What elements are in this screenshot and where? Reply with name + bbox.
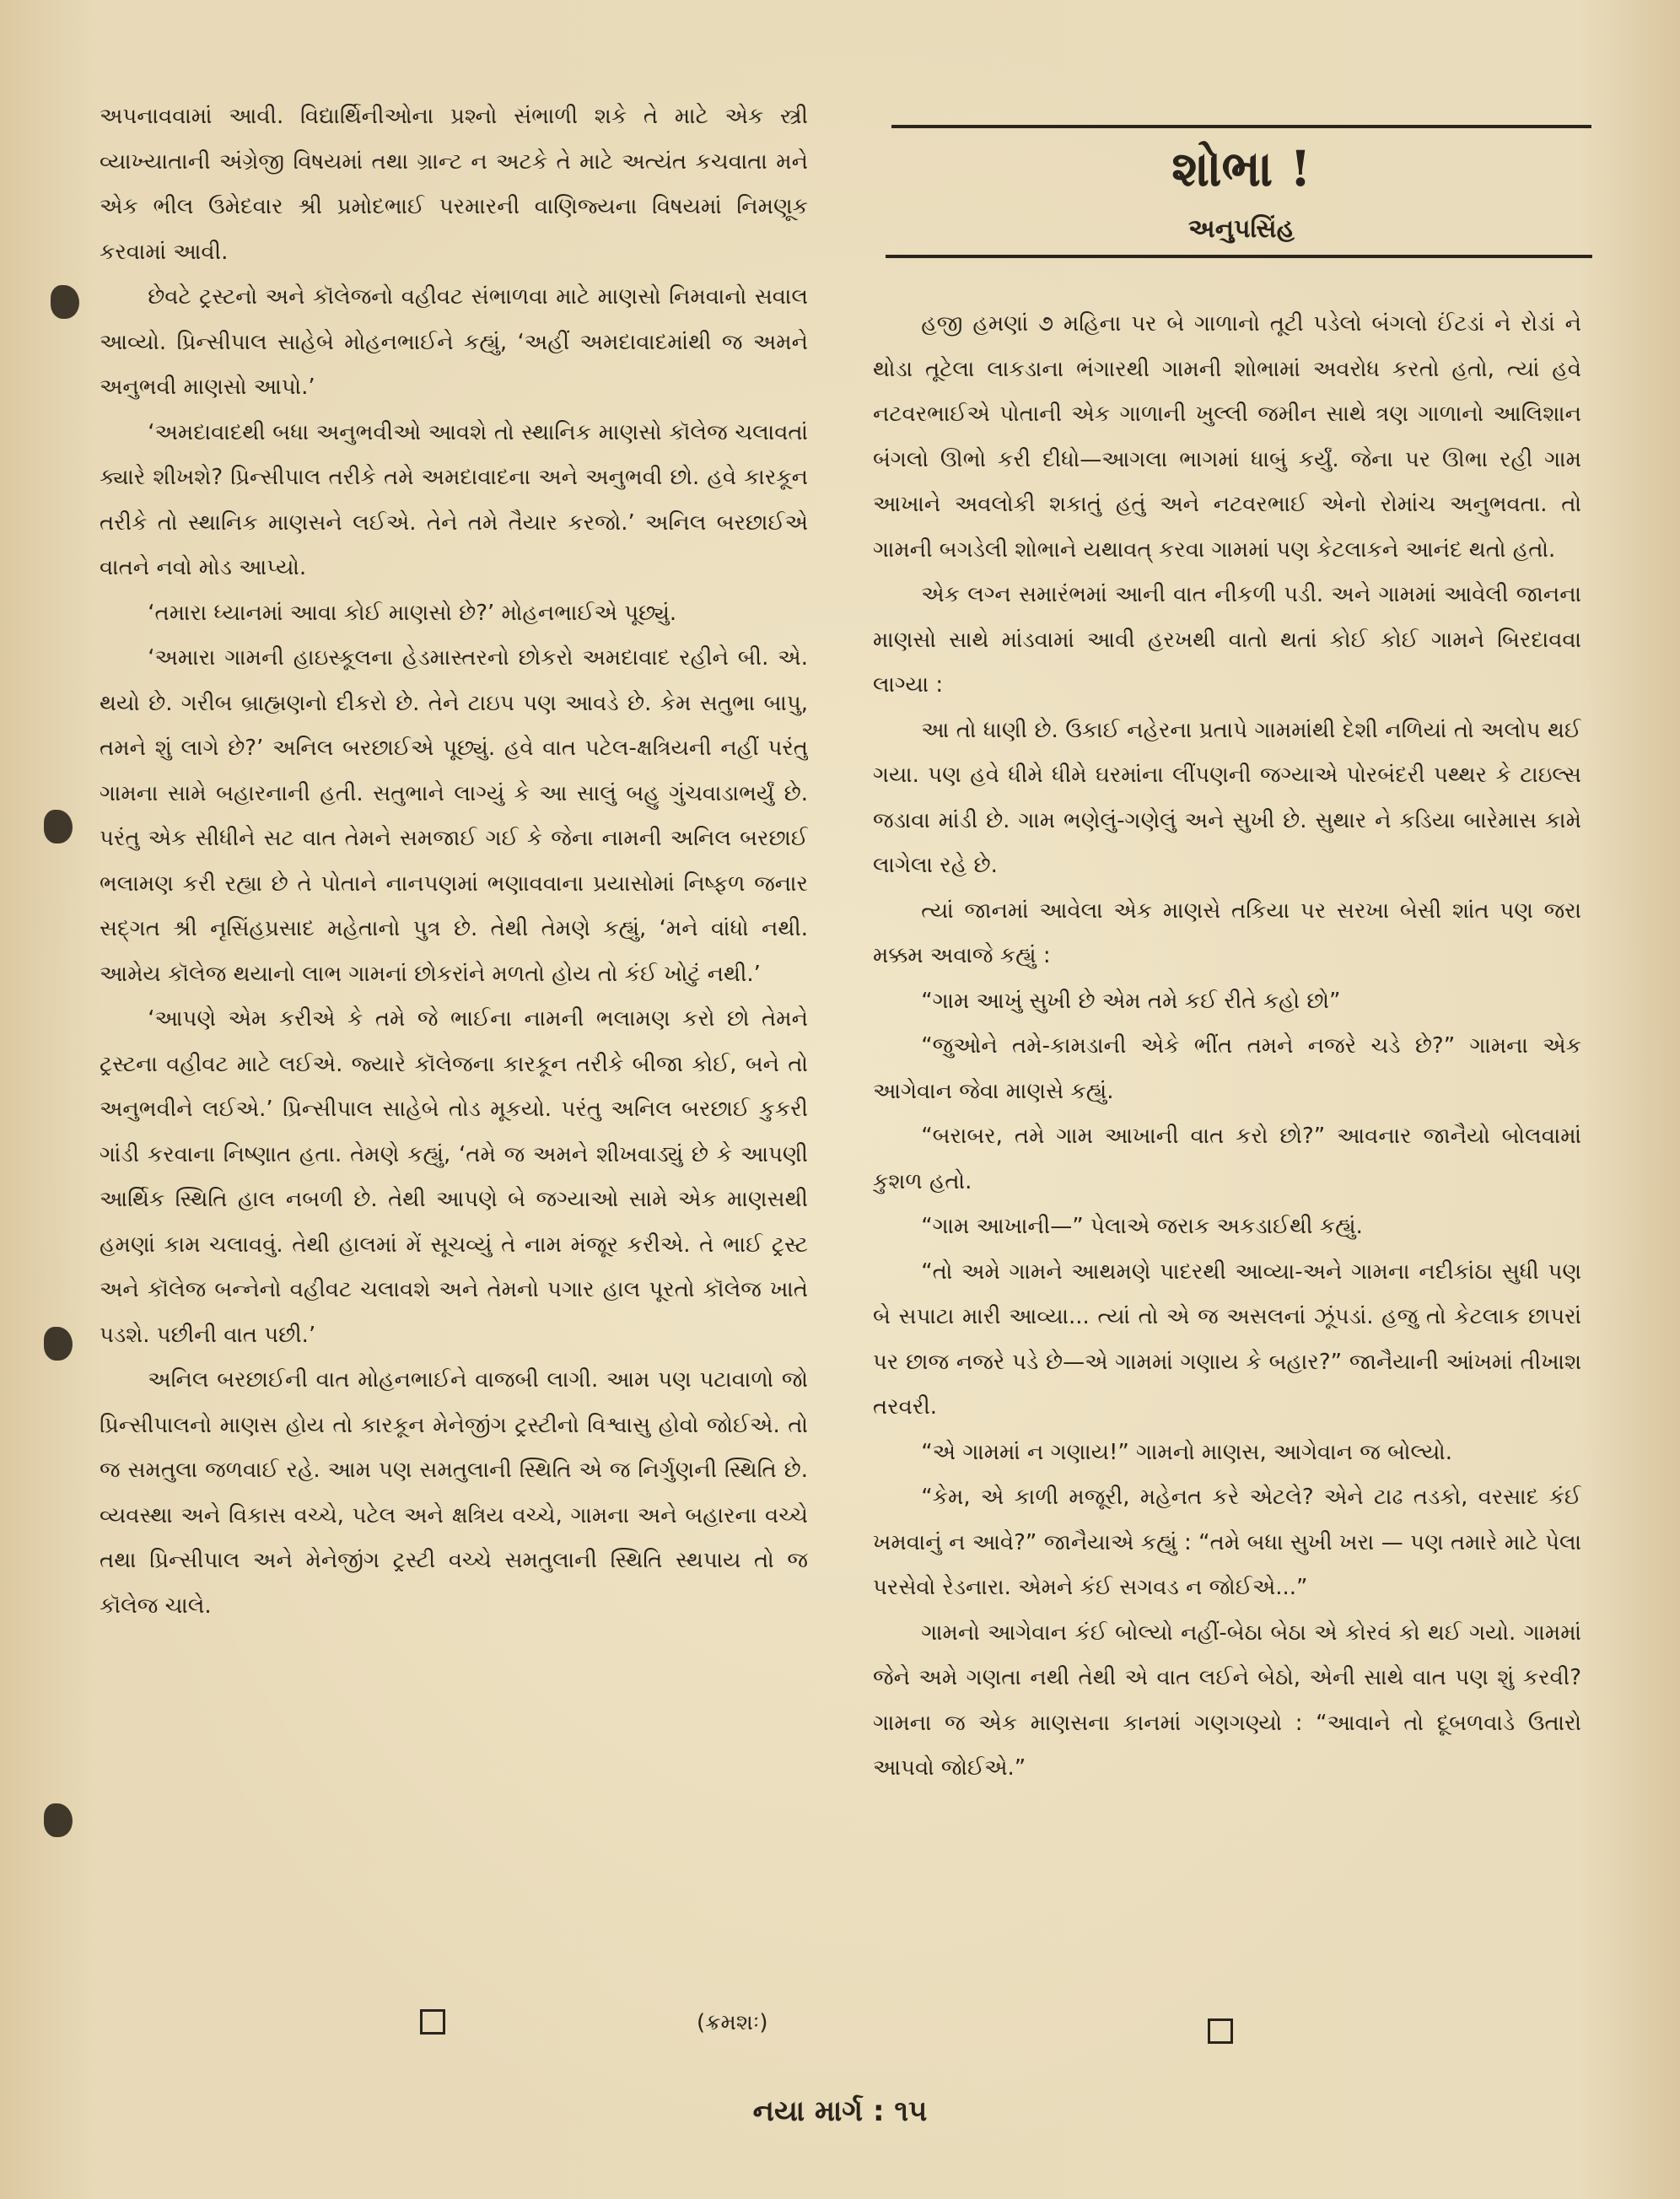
- paragraph: “જુઓને તમે-કામડાની એકે ભીંત તમને નજરે ચડે છે?” ગામના એક આગેવાન જેવા માણસે કહ્યું.: [873, 1033, 1581, 1104]
- title-rule-top: [891, 125, 1591, 128]
- story-author: અનુપસિંહ: [1188, 214, 1295, 244]
- binding-hole: [44, 1803, 73, 1837]
- story-title: શોભા !: [1171, 140, 1311, 197]
- paragraph: ગામનો આગેવાન કંઈ બોલ્યો નહીં-બેઠા બેઠા એ કોરવં કો થઈ ગયો. ગામમાં જેને અમે ગણતા નથી તેથી એ વાત લઈને બેઠો, એની સાથે વાત પણ શું કરવી? ગામના જ એક માણસના કાનમાં ગણગણ્યો : “આવાને તો દૂબળવાડે ઉતારો આપવો જોઈએ.”: [873, 1620, 1581, 1781]
- paragraph: “ગામ આખું સુખી છે એમ તમે કઈ રીતે કહો છો”: [921, 988, 1341, 1014]
- paragraph: અપનાવવામાં આવી. વિદ્યાર્થિનીઓના પ્રશ્નો સંભાળી શકે તે માટે એક સ્ત્રી વ્યાખ્યાતાની અંગ્રેજી વિષયમાં તથા ગ્રાન્ટ ન અટકે તે માટે અત્યંત કચવાતા મને એક ભીલ ઉમેદવાર શ્રી પ્રમોદભાઈ પરમારની વાણિજ્યના વિષયમાં નિમણૂક કરવામાં આવી.: [100, 104, 808, 265]
- right-column-text: [873, 302, 1581, 2014]
- end-mark-box: [1208, 2018, 1233, 2044]
- paragraph: ‘આપણે એમ કરીએ કે તમે જે ભાઈના નામની ભલામણ કરો છો તેમને ટ્રસ્ટના વહીવટ માટે લઈએ. જ્યારે કૉલેજના કારકૂન તરીકે બીજા કોઈ, બને તો અનુભવીને લઈએ.’ પ્રિન્સીપાલ સાહેબે તોડ મૂકયો. પરંતુ અનિલ બરછાઈ કુકરી ગાંડી કરવાના નિષ્ણાત હતા. તેમણે કહ્યું, ‘તમે જ અમને શીખવાડ્યું છે કે આપણી આર્થિક સ્થિતિ હાલ નબળી છે. તેથી આપણે બે જગ્યાઓ સામે એક માણસથી હમણાં કામ ચલાવવું. તેથી હાલમાં મેં સૂચવ્યું તે નામ મંજૂર કરીએ. તે ભાઈ ટ્રસ્ટ અને કૉલેજ બન્નેનો વહીવટ ચલાવશે અને તેમનો પગાર હાલ પૂરતો કૉલેજ ખાતે પડશે. પછીની વાત પછી.’: [100, 1006, 808, 1348]
- paragraph: ‘તમારા ધ્યાનમાં આવા કોઈ માણસો છે?’ મોહનભાઈએ પૂછ્યું.: [148, 600, 677, 626]
- paragraph: છેવટે ટ્રસ્ટનો અને કૉલેજનો વહીવટ સંભાળવા માટે માણસો નિમવાનો સવાલ આવ્યો. પ્રિન્સીપાલ સાહેબે મોહનભાઈને કહ્યું, ‘અહીં અમદાવાદમાંથી જ અમને અનુભવી માણસો આપો.’: [100, 284, 808, 400]
- end-mark-box: [420, 2009, 445, 2035]
- paragraph: ‘અમદાવાદથી બધા અનુભવીઓ આવશે તો સ્થાનિક માણસો કૉલેજ ચલાવતાં ક્યારે શીખશે? પ્રિન્સીપાલ તરીકે તમે અમદાવાદના અને અનુભવી છો. હવે કારકૂન તરીકે તો સ્થાનિક માણસને લઈએ. તેને તમે તૈયાર કરજો.’ અનિલ બરછાઈએ વાતને નવો મોડ આપ્યો.: [100, 419, 808, 580]
- paragraph: “એ ગામમાં ન ગણાય!” ગામનો માણસ, આગેવાન જ બોલ્યો.: [921, 1439, 1453, 1465]
- left-column-text: [100, 94, 808, 2085]
- binding-hole: [44, 1327, 73, 1361]
- page-footer: નયા માર્ગ : ૧૫: [752, 2094, 928, 2128]
- paragraph: આ તો ધાણી છે. ઉકાઈ નહેરના પ્રતાપે ગામમાંથી દેશી નળિયાં તો અલોપ થઈ ગયા. પણ હવે ધીમે ધીમે ઘરમાંના લીંપણની જગ્યાએ પોરબંદરી પથ્થર કે ટાઇલ્સ જડાવા માંડી છે. ગામ ભણેલું-ગણેલું અને સુખી છે. સુથાર ને કડિયા બારેમાસ કામે લાગેલા રહે છે.: [873, 717, 1581, 878]
- paragraph: “કેમ, એ કાળી મજૂરી, મહેનત કરે એટલે? એને ટાઢ તડકો, વરસાદ કંઈ ખમવાનું ન આવે?” જાનૈયાએ કહ્યું : “તમે બધા સુખી ખરા — પણ તમારે માટે પેલા પરસેવો રેડનારા. એમને કંઈ સગવડ ન જોઈએ...”: [873, 1485, 1581, 1600]
- paragraph: “તો અમે ગામને આથમણે પાદરથી આવ્યા-અને ગામના નદીકાંઠા સુધી પણ બે સપાટા મારી આવ્યા... ત્યાં તો એ જ અસલનાં ઝૂંપડાં. હજુ તો કેટલાક છાપરાં પર છાજ નજરે પડે છે—એ ગામમાં ગણાય કે બહાર?” જાનૈયાની આંખમાં તીખાશ તરવરી.: [873, 1258, 1581, 1420]
- paragraph: હજી હમણાં ૭ મહિના પર બે ગાળાનો તૂટી પડેલો બંગલો ઈંટડાં ને રોડાં ને થોડા તૂટેલા લાકડાના ભંગારથી ગામની શોભામાં અવરોધ કરતો હતો, ત્યાં હવે નટવરભાઈએ પોતાની એક ગાળાની ખુલ્લી જમીન સાથે ત્રણ ગાળાનો આલિશાન બંગલો ઊભો કરી દીધો—આગલા ભાગમાં ધાબું કર્યું. જેના પર ઊભા રહી ગામ આખાને અવલોકી શકાતું હતું અને નટવરભાઈ એનો રોમાંચ અનુભવતા. તો ગામની બગડેલી શોભાને યથાવત્ કરવા ગામમાં પણ કેટલાકને આનંદ થતો હતો.: [873, 311, 1581, 563]
- binding-hole: [51, 285, 79, 319]
- title-rule-bottom: [886, 255, 1592, 258]
- paragraph: ‘અમારા ગામની હાઇસ્કૂલના હેડમાસ્તરનો છોકરો અમદાવાદ રહીને બી. એ. થયો છે. ગરીબ બ્રાહ્મણનો દીકરો છે. તેને ટાઇપ પણ આવડે છે. કેમ સતુભા બાપુ, તમને શું લાગે છે?’ અનિલ બરછાઈએ પૂછ્યું. હવે વાત પટેલ-ક્ષત્રિયની નહીં પરંતુ ગામના સામે બહારનાની હતી. સતુભાને લાગ્યું કે આ સાલું બહુ ગુંચવાડાભર્યું છે. પરંતુ એક સીધીને સટ વાત તેમને સમજાઈ ગઈ કે જેના નામની અનિલ બરછાઈ ભલામણ કરી રહ્યા છે તે પોતાને નાનપણમાં ભણાવવાના પ્રયાસોમાં નિષ્ફળ જનાર સદ્ગત શ્રી નૃસિંહપ્રસાદ મહેતાનો પુત્ર છે. તેથી તેમણે કહ્યું, ‘મને વાંધો નથી. આમેય કૉલેજ થયાનો લાભ ગામનાં છોકરાંને મળતો હોય તો કંઈ ખોટું નથી.’: [100, 645, 808, 987]
- continued-label: (ક્રમશઃ): [697, 2010, 768, 2035]
- paragraph: એક લગ્ન સમારંભમાં આની વાત નીકળી પડી. અને ગામમાં આવેલી જાનના માણસો સાથે માંડવામાં આવી હરખથી વાતો થતાં કોઈ કોઈ ગામને બિરદાવવા લાગ્યા :: [873, 582, 1581, 698]
- paragraph: “બરાબર, તમે ગામ આખાની વાત કરો છો?” આવનાર જાનૈયો બોલવામાં કુશળ હતો.: [873, 1124, 1581, 1194]
- paragraph: “ગામ આખાની—” પેલાએ જરાક અકડાઈથી કહ્યું.: [921, 1214, 1363, 1239]
- paragraph: ત્યાં જાનમાં આવેલા એક માણસે તકિયા પર સરખા બેસી શાંત પણ જરા મક્કમ અવાજે કહ્યું :: [873, 897, 1581, 968]
- paragraph: અનિલ બરછાઈની વાત મોહનભાઈને વાજબી લાગી. આમ પણ પટાવાળો જો પ્રિન્સીપાલનો માણસ હોય તો કારકૂન મેનેજીંગ ટ્રસ્ટીનો વિશ્વાસુ હોવો જોઈએ. તો જ સમતુલા જળવાઈ રહે. આમ પણ સમતુલાની સ્થિતિ એ જ નિર્ગુણની સ્થિતિ છે. વ્યવસ્થા અને વિકાસ વચ્ચે, પટેલ અને ક્ષત્રિય વચ્ચે, ગામના અને બહારના વચ્ચે તથા પ્રિન્સીપાલ અને મેનેજીંગ ટ્રસ્ટી વચ્ચે સમતુલાની સ્થિતિ સ્થપાય તો જ કૉલેજ ચાલે.: [100, 1367, 808, 1619]
- binding-hole: [44, 810, 73, 843]
